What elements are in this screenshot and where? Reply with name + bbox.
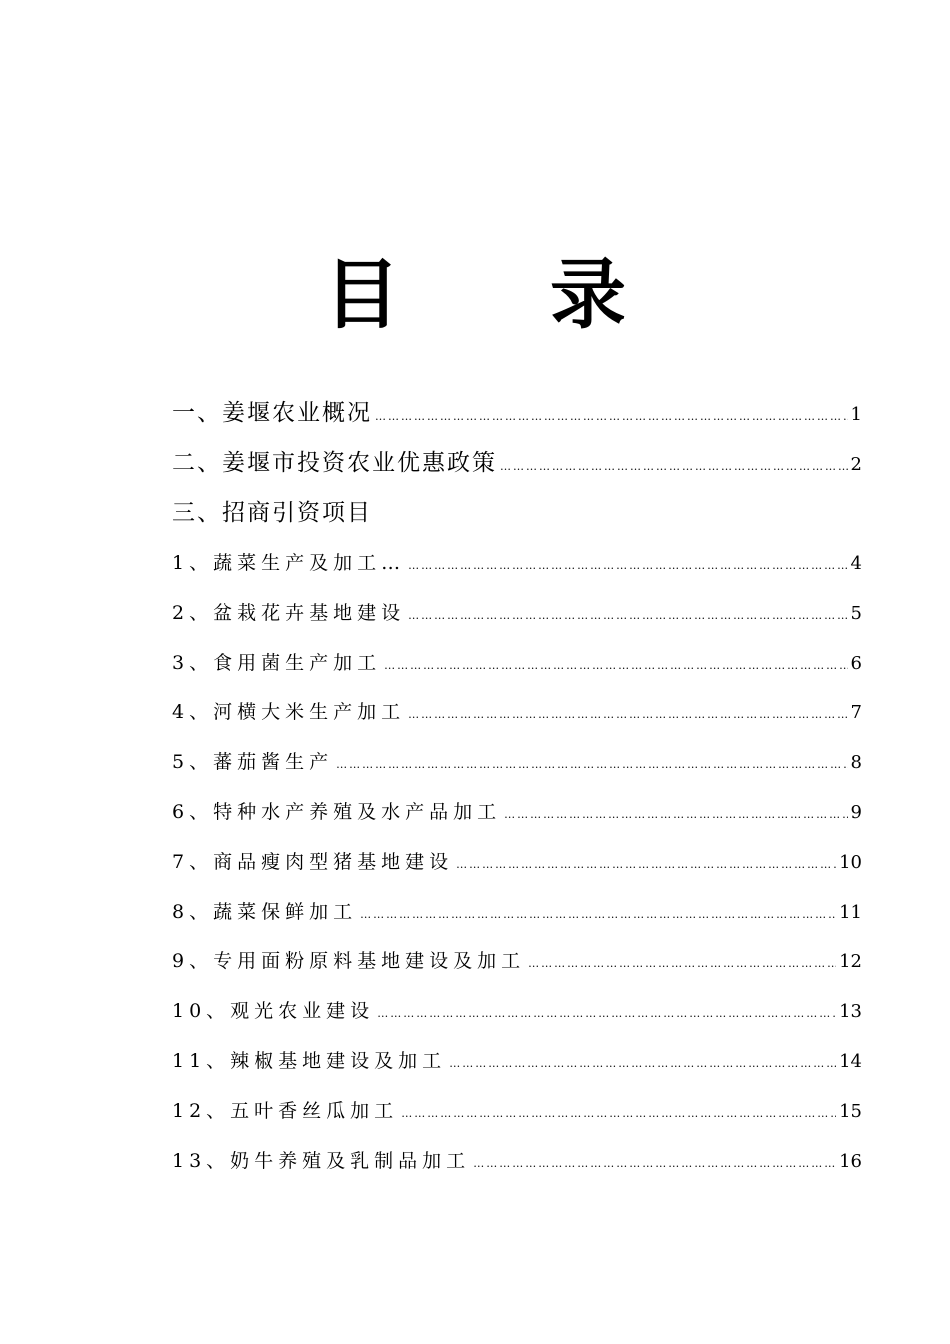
title-char-1: 目 (324, 250, 400, 339)
toc-leader-dots (360, 892, 836, 938)
toc-page-number: 2 (850, 454, 862, 475)
toc-entry-label: 10、观光农业建设 (172, 1000, 375, 1023)
toc-page-number: 10 (839, 851, 862, 873)
toc-entry-label: 7、商品瘦肉型猪基地建设 (172, 850, 454, 873)
toc-entry[interactable] (172, 839, 862, 889)
toc-entry[interactable] (172, 988, 862, 1038)
toc-leader-dots (408, 692, 847, 738)
toc-entry-label: 2、盆栽花卉基地建设 (172, 601, 406, 624)
toc-entry-label: 6、特种水产养殖及水产品加工 (172, 800, 502, 823)
toc-entry-label: 5、蕃茄酱生产 (172, 751, 334, 774)
toc-leader-dots (449, 1041, 836, 1087)
toc-page-number: 12 (839, 951, 862, 973)
toc-leader-dots (375, 394, 848, 440)
toc-entry-label: 8、蔬菜保鲜加工 (172, 900, 358, 923)
toc-page-number: 5 (850, 602, 862, 624)
toc-leader-dots (528, 941, 836, 987)
toc-page-number: 8 (850, 752, 862, 774)
toc-entry[interactable] (172, 689, 862, 739)
toc-entry-label: 1、蔬菜生产及加工… (172, 552, 406, 574)
toc-leader-dots (408, 593, 847, 639)
toc-entry[interactable] (172, 789, 862, 839)
toc-entry-label: 三、招商引资项目 (172, 500, 372, 526)
toc-entry[interactable] (172, 938, 862, 988)
toc-entry[interactable] (172, 889, 862, 939)
toc-page-number: 4 (850, 553, 862, 574)
toc-entry[interactable] (172, 590, 862, 640)
toc-page-number: 13 (839, 1001, 862, 1023)
toc-entry[interactable] (172, 540, 862, 590)
toc-entry[interactable] (172, 440, 862, 490)
toc-leader-dots (473, 1141, 836, 1187)
toc-entry-label: 12、五叶香丝瓜加工 (172, 1099, 399, 1122)
toc-entry-label: 一、姜堰农业概况 (172, 400, 372, 426)
toc-leader-dots (456, 842, 836, 888)
table-of-contents (172, 390, 862, 1187)
toc-entry[interactable] (172, 640, 862, 690)
toc-entry-label: 13、奶牛养殖及乳制品加工 (172, 1149, 471, 1172)
toc-page-number: 7 (850, 702, 862, 724)
toc-leader-dots (384, 643, 847, 689)
toc-entry-label: 4、河横大米生产加工 (172, 701, 406, 724)
toc-leader-dots (377, 991, 836, 1037)
toc-leader-dots (504, 792, 847, 838)
toc-leader-dots (336, 742, 847, 788)
toc-leader-dots (408, 543, 847, 589)
toc-entry-label: 9、专用面粉原料基地建设及加工 (172, 950, 526, 973)
page-title (0, 250, 950, 340)
toc-leader-dots (500, 444, 848, 490)
toc-entry[interactable] (172, 1088, 862, 1138)
toc-entry-label: 二、姜堰市投资农业优惠政策 (172, 450, 497, 476)
toc-page-number: 1 (850, 404, 862, 425)
toc-page-number: 9 (850, 801, 862, 823)
title-char-2: 录 (550, 250, 626, 339)
toc-page-number: 15 (839, 1100, 862, 1122)
toc-entry[interactable] (172, 739, 862, 789)
toc-entry[interactable] (172, 1038, 862, 1088)
toc-entry[interactable] (172, 390, 862, 440)
toc-page-number: 14 (839, 1050, 862, 1072)
toc-page-number: 6 (850, 652, 862, 674)
toc-leader-dots (401, 1091, 836, 1137)
toc-section-heading[interactable] (172, 490, 862, 540)
toc-entry-label: 11、辣椒基地建设及加工 (172, 1049, 447, 1072)
toc-page-number: 16 (839, 1150, 862, 1172)
toc-page-number: 11 (839, 901, 862, 923)
toc-entry-label: 3、食用菌生产加工 (172, 651, 382, 674)
toc-entry[interactable] (172, 1138, 862, 1188)
